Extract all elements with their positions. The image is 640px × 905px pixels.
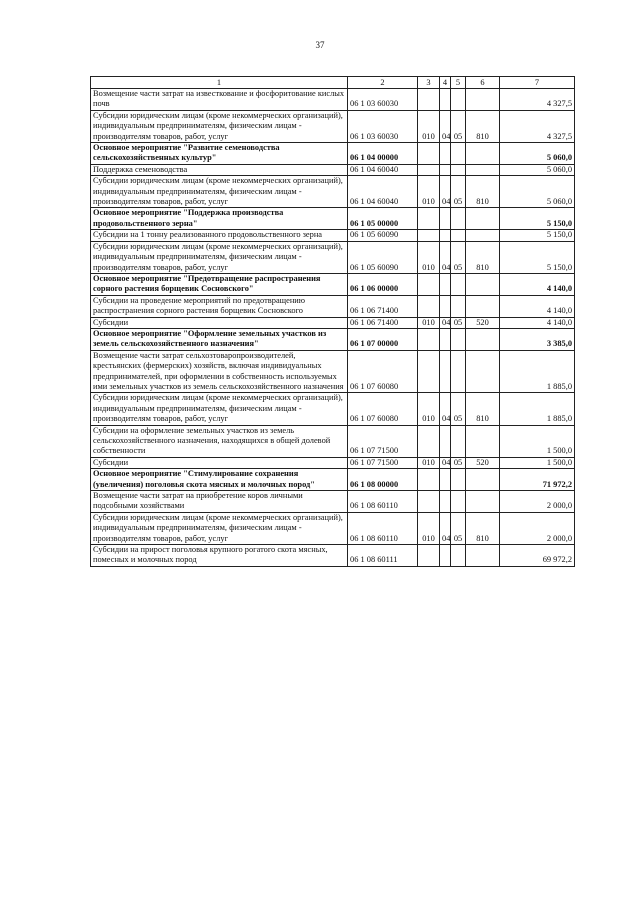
row-code-cell: 06 1 08 00000: [348, 469, 418, 491]
column-header: 5: [451, 77, 466, 89]
row-code-cell: 06 1 04 00000: [348, 143, 418, 165]
table-row: [91, 176, 575, 208]
row-section-cell: [440, 350, 451, 393]
row-ministry-cell: [418, 230, 440, 241]
column-header: 1: [91, 77, 348, 89]
row-subsection-cell: 05: [451, 317, 466, 328]
table-row: [91, 110, 575, 142]
row-name-cell: Субсидии на проведение мероприятий по предотвращению распространения сорного растения борщевик Сосновского: [91, 295, 348, 317]
row-ministry-cell: 010: [418, 176, 440, 208]
row-expense-type-cell: [466, 328, 500, 350]
row-code-cell: 06 1 08 60110: [348, 512, 418, 544]
table-row: [91, 545, 575, 567]
table-row: [91, 230, 575, 241]
row-name-cell: Возмещение части затрат на известкование и фосфоритование кислых почв: [91, 89, 348, 111]
row-name-cell: Субсидии: [91, 317, 348, 328]
row-section-cell: [440, 491, 451, 513]
row-ministry-cell: [418, 164, 440, 175]
table-row: [91, 491, 575, 513]
row-amount-cell: 4 140,0: [500, 295, 575, 317]
row-expense-type-cell: [466, 491, 500, 513]
column-header: 6: [466, 77, 500, 89]
row-expense-type-cell: 520: [466, 457, 500, 468]
row-expense-type-cell: [466, 295, 500, 317]
row-amount-cell: 5 060,0: [500, 164, 575, 175]
row-amount-cell: 2 000,0: [500, 491, 575, 513]
row-expense-type-cell: [466, 425, 500, 457]
row-ministry-cell: [418, 545, 440, 567]
row-expense-type-cell: 810: [466, 241, 500, 273]
row-amount-cell: 4 140,0: [500, 273, 575, 295]
row-amount-cell: 3 385,0: [500, 328, 575, 350]
table-row: [91, 350, 575, 393]
row-amount-cell: 69 972,2: [500, 545, 575, 567]
row-expense-type-cell: [466, 208, 500, 230]
row-section-cell: [440, 425, 451, 457]
row-subsection-cell: [451, 491, 466, 513]
row-amount-cell: 1 885,0: [500, 350, 575, 393]
row-ministry-cell: [418, 273, 440, 295]
table-row: [91, 512, 575, 544]
table-row: [91, 241, 575, 273]
row-name-cell: Субсидии юридическим лицам (кроме некоммерческих организаций), индивидуальным предпринимателям, физическим лицам - производителям товаров, работ, услуг: [91, 176, 348, 208]
table-row: [91, 317, 575, 328]
row-subsection-cell: [451, 143, 466, 165]
row-code-cell: 06 1 07 60080: [348, 393, 418, 425]
row-name-cell: Субсидии на 1 тонну реализованного продовольственного зерна: [91, 230, 348, 241]
row-section-cell: 04: [440, 457, 451, 468]
row-ministry-cell: 010: [418, 317, 440, 328]
row-name-cell: Основное мероприятие "Поддержка производства продовольственного зерна": [91, 208, 348, 230]
row-ministry-cell: 010: [418, 110, 440, 142]
row-name-cell: Субсидии юридическим лицам (кроме некоммерческих организаций), индивидуальным предпринимателям, физическим лицам - производителям товаров, работ, услуг: [91, 110, 348, 142]
row-code-cell: 06 1 04 60040: [348, 164, 418, 175]
row-section-cell: [440, 469, 451, 491]
row-name-cell: Субсидии юридическим лицам (кроме некоммерческих организаций), индивидуальным предпринимателям, физическим лицам - производителям товаров, работ, услуг: [91, 393, 348, 425]
row-code-cell: 06 1 06 71400: [348, 295, 418, 317]
column-header: 3: [418, 77, 440, 89]
row-ministry-cell: 010: [418, 393, 440, 425]
row-expense-type-cell: [466, 350, 500, 393]
row-subsection-cell: [451, 545, 466, 567]
row-section-cell: [440, 328, 451, 350]
row-section-cell: [440, 89, 451, 111]
column-header: 4: [440, 77, 451, 89]
row-amount-cell: 1 500,0: [500, 457, 575, 468]
row-section-cell: [440, 230, 451, 241]
row-code-cell: 06 1 07 71500: [348, 425, 418, 457]
table-header-row: [91, 77, 575, 89]
row-code-cell: 06 1 03 60030: [348, 110, 418, 142]
row-code-cell: 06 1 03 60030: [348, 89, 418, 111]
row-amount-cell: 5 150,0: [500, 241, 575, 273]
table-row-main-activity: [91, 143, 575, 165]
row-section-cell: 04: [440, 393, 451, 425]
row-subsection-cell: [451, 208, 466, 230]
row-name-cell: Основное мероприятие "Развитие семеноводства сельскохозяйственных культур": [91, 143, 348, 165]
row-expense-type-cell: [466, 164, 500, 175]
row-code-cell: 06 1 05 60090: [348, 241, 418, 273]
row-subsection-cell: 05: [451, 110, 466, 142]
table-row-main-activity: [91, 469, 575, 491]
row-section-cell: 04: [440, 512, 451, 544]
row-subsection-cell: [451, 295, 466, 317]
row-code-cell: 06 1 07 60080: [348, 350, 418, 393]
row-code-cell: 06 1 06 00000: [348, 273, 418, 295]
column-header: 7: [500, 77, 575, 89]
row-code-cell: 06 1 07 71500: [348, 457, 418, 468]
row-expense-type-cell: 810: [466, 512, 500, 544]
row-code-cell: 06 1 07 00000: [348, 328, 418, 350]
row-name-cell: Субсидии юридическим лицам (кроме некоммерческих организаций), индивидуальным предпринимателям, физическим лицам - производителям товаров, работ, услуг: [91, 512, 348, 544]
row-name-cell: Субсидии на оформление земельных участков из земель сельскохозяйственного назначения, находящихся в общей долевой собственности: [91, 425, 348, 457]
row-amount-cell: 4 327,5: [500, 89, 575, 111]
row-expense-type-cell: [466, 89, 500, 111]
row-expense-type-cell: 520: [466, 317, 500, 328]
table-body: [91, 89, 575, 567]
row-section-cell: [440, 164, 451, 175]
row-ministry-cell: [418, 328, 440, 350]
table-row: [91, 393, 575, 425]
row-section-cell: [440, 143, 451, 165]
budget-table: [90, 76, 575, 567]
row-subsection-cell: [451, 273, 466, 295]
row-subsection-cell: [451, 350, 466, 393]
row-name-cell: Основное мероприятие "Стимулирование сохранения (увеличения) поголовья скота мясных и молочных пород": [91, 469, 348, 491]
row-ministry-cell: [418, 425, 440, 457]
row-expense-type-cell: [466, 545, 500, 567]
row-amount-cell: 4 327,5: [500, 110, 575, 142]
table-row: [91, 425, 575, 457]
row-name-cell: Возмещение части затрат сельхозтоваропроизводителей, крестьянских (фермерских) хозяйств, включая индивидуальных предпринимателей, при оформлении в собственность используемых ими земельных участков из земель сельскохозяйственного назначения: [91, 350, 348, 393]
row-expense-type-cell: 810: [466, 110, 500, 142]
row-ministry-cell: [418, 350, 440, 393]
row-ministry-cell: 010: [418, 512, 440, 544]
row-expense-type-cell: 810: [466, 393, 500, 425]
row-ministry-cell: [418, 491, 440, 513]
table-row-main-activity: [91, 328, 575, 350]
row-name-cell: Субсидии: [91, 457, 348, 468]
row-ministry-cell: [418, 143, 440, 165]
row-expense-type-cell: [466, 469, 500, 491]
row-code-cell: 06 1 05 00000: [348, 208, 418, 230]
row-subsection-cell: 05: [451, 393, 466, 425]
row-name-cell: Основное мероприятие "Предотвращение распространения сорного растения борщевик Сосновского": [91, 273, 348, 295]
row-code-cell: 06 1 04 60040: [348, 176, 418, 208]
row-amount-cell: 4 140,0: [500, 317, 575, 328]
row-amount-cell: 5 060,0: [500, 176, 575, 208]
row-amount-cell: 5 150,0: [500, 208, 575, 230]
row-code-cell: 06 1 06 71400: [348, 317, 418, 328]
row-name-cell: Поддержка семеноводства: [91, 164, 348, 175]
row-name-cell: Возмещение части затрат на приобретение коров личными подсобными хозяйствами: [91, 491, 348, 513]
table-row: [91, 457, 575, 468]
row-ministry-cell: 010: [418, 457, 440, 468]
row-expense-type-cell: [466, 143, 500, 165]
column-header: 2: [348, 77, 418, 89]
row-expense-type-cell: [466, 273, 500, 295]
row-amount-cell: 5 150,0: [500, 230, 575, 241]
row-subsection-cell: 05: [451, 512, 466, 544]
row-section-cell: 04: [440, 317, 451, 328]
row-ministry-cell: 010: [418, 241, 440, 273]
row-name-cell: Субсидии юридическим лицам (кроме некоммерческих организаций), индивидуальным предпринимателям, физическим лицам - производителям товаров, работ, услуг: [91, 241, 348, 273]
row-expense-type-cell: [466, 230, 500, 241]
row-code-cell: 06 1 08 60111: [348, 545, 418, 567]
row-section-cell: 04: [440, 241, 451, 273]
row-ministry-cell: [418, 89, 440, 111]
row-expense-type-cell: 810: [466, 176, 500, 208]
row-subsection-cell: [451, 230, 466, 241]
row-ministry-cell: [418, 208, 440, 230]
table-row: [91, 89, 575, 111]
row-ministry-cell: [418, 295, 440, 317]
row-amount-cell: 71 972,2: [500, 469, 575, 491]
row-amount-cell: 2 000,0: [500, 512, 575, 544]
row-ministry-cell: [418, 469, 440, 491]
row-subsection-cell: [451, 425, 466, 457]
row-subsection-cell: [451, 328, 466, 350]
row-code-cell: 06 1 05 60090: [348, 230, 418, 241]
row-code-cell: 06 1 08 60110: [348, 491, 418, 513]
row-section-cell: [440, 208, 451, 230]
row-subsection-cell: 05: [451, 176, 466, 208]
row-section-cell: [440, 545, 451, 567]
row-section-cell: [440, 273, 451, 295]
row-section-cell: 04: [440, 176, 451, 208]
row-name-cell: Основное мероприятие "Оформление земельных участков из земель сельскохозяйственного назначения": [91, 328, 348, 350]
row-amount-cell: 5 060,0: [500, 143, 575, 165]
row-subsection-cell: [451, 164, 466, 175]
row-name-cell: Субсидии на прирост поголовья крупного рогатого скота мясных, помесных и молочных пород: [91, 545, 348, 567]
row-section-cell: [440, 295, 451, 317]
table-row: [91, 164, 575, 175]
row-subsection-cell: 05: [451, 457, 466, 468]
table-row-main-activity: [91, 208, 575, 230]
row-amount-cell: 1 500,0: [500, 425, 575, 457]
page-number: 37: [315, 40, 325, 50]
table-row-main-activity: [91, 273, 575, 295]
row-subsection-cell: [451, 89, 466, 111]
row-section-cell: 04: [440, 110, 451, 142]
row-amount-cell: 1 885,0: [500, 393, 575, 425]
row-subsection-cell: [451, 469, 466, 491]
row-subsection-cell: 05: [451, 241, 466, 273]
table-row: [91, 295, 575, 317]
